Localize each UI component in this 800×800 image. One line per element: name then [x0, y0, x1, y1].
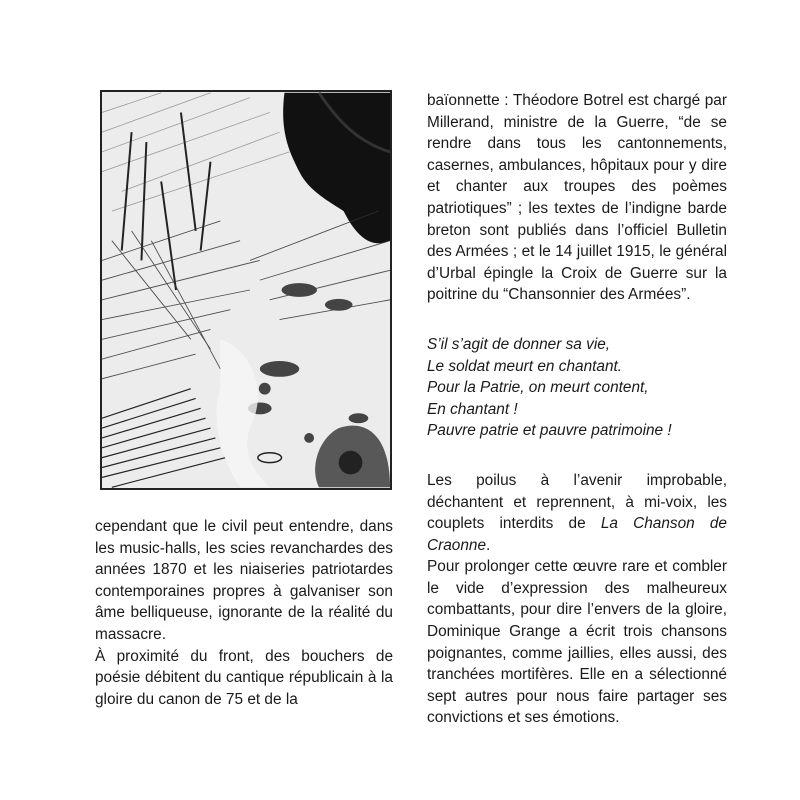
verse-line: Pauvre patrie et pauvre patrimoine !: [427, 422, 672, 440]
verse-line: Pour la Patrie, on meurt content,: [427, 379, 649, 397]
verse-line: En chantant !: [427, 400, 518, 418]
right-text-column: [427, 90, 727, 729]
left-paragraph-1: cependant que le civil peut entendre, dans les music-halls, les scies revanchardes des années 1870 et les niaiseries patriotardes contemporaines propres à galvaniser son âme belliqueuse, ignorante de la réalité du massacre.: [95, 518, 393, 643]
trench-drawing-svg: [102, 92, 390, 488]
song-verse: [427, 334, 727, 442]
right-paragraph-2: [427, 470, 727, 556]
paragraph-2-end: .: [486, 536, 491, 554]
left-text-column: [95, 516, 393, 710]
left-paragraph-2: À proximité du front, des bouchers de poésie débitent du cantique républicain à la gloire du canon de 75 et de la: [95, 647, 393, 708]
right-paragraph-3: Pour prolonger cette œuvre rare et combler le vide d’expression des malheureux combattants, pour dire l’envers de la gloire, Dominique Grange a écrit trois chansons poignantes, comme jaillies, elles aussi, des tranchées mortifères. Elle en a sélectionné sept autres pour nous faire partager ses convictions et ses émotions.: [427, 558, 727, 727]
verse-line: S’il s’agit de donner sa vie,: [427, 335, 611, 353]
verse-line: Le soldat meurt en chantant.: [427, 357, 623, 375]
right-paragraph-1: baïonnette : Théodore Botrel est chargé par Millerand, ministre de la Guerre, “de se rendre dans tous les cantonnements, casernes, ambulances, hôpitaux pour y dire et chanter aux troupes des poèmes patriotiques” ; les textes de l’indigne barde breton sont publiés dans l’officiel Bulletin des Armées ; et le 14 juillet 1915, le général d’Urbal épingle la Croix de Guerre sur la poitrine du “Chansonnier des Armées”.: [427, 92, 727, 304]
song-title: La Chanson de Craonne: [427, 515, 727, 554]
paragraph-2-text: Les poilus à l’avenir improbable, déchantent et reprennent, à mi-voix, les couplets interdits de: [427, 471, 727, 533]
trench-battlefield-illustration: [100, 90, 392, 490]
